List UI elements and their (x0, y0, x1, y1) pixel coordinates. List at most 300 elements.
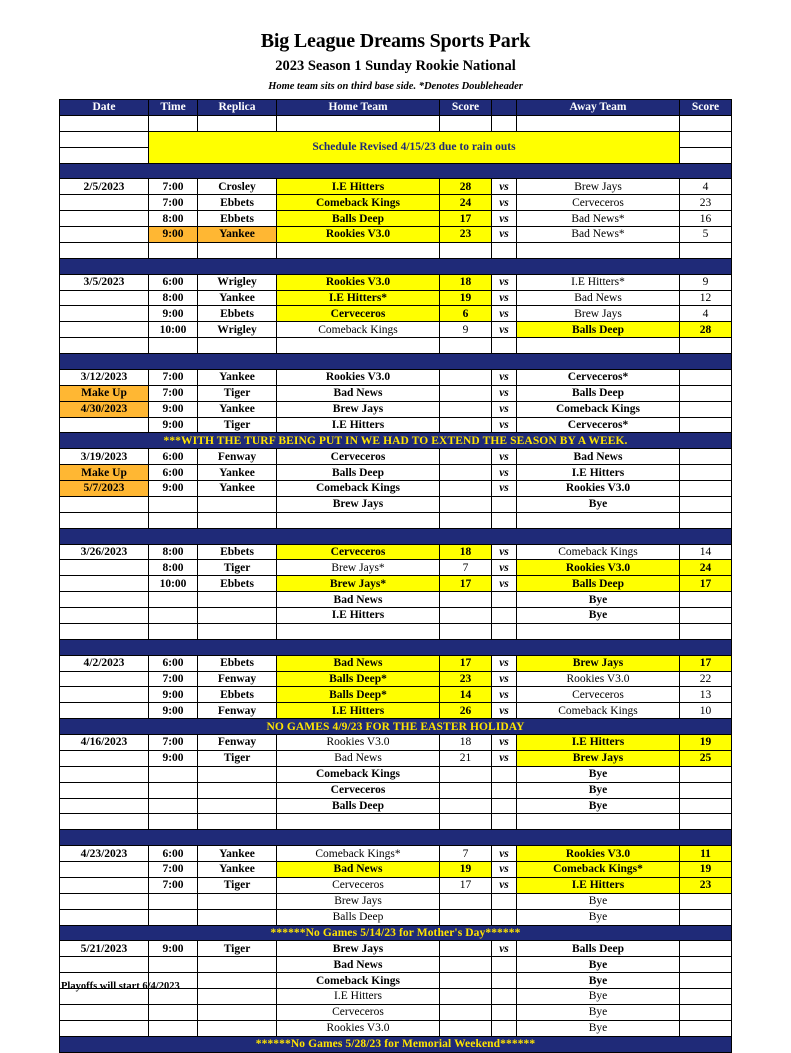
home-score: 28 (440, 179, 492, 195)
vs-label: vs (492, 750, 517, 766)
notice-banner: NO GAMES 4/9/23 FOR THE EASTER HOLIDAY (60, 719, 732, 735)
away-team: Brew Jays (517, 306, 680, 322)
away-score (680, 909, 732, 925)
game-date (60, 496, 149, 512)
game-time (149, 496, 198, 512)
notice-banner: ***WITH THE TURF BEING PUT IN WE HAD TO EXTEND THE SEASON BY A WEEK. (60, 433, 732, 449)
game-replica (198, 766, 277, 782)
home-score (440, 909, 492, 925)
home-score (440, 369, 492, 385)
home-score: 9 (440, 322, 492, 338)
table-row (60, 909, 732, 925)
home-team: Bad News (277, 957, 440, 973)
home-score: 24 (440, 195, 492, 211)
home-score (440, 989, 492, 1005)
blank-cell (277, 338, 440, 354)
away-score: 28 (680, 322, 732, 338)
home-team: Comeback Kings (277, 195, 440, 211)
away-score (680, 957, 732, 973)
blank-cell (492, 512, 517, 528)
table-header (60, 100, 732, 116)
home-score: 23 (440, 671, 492, 687)
home-score (440, 798, 492, 814)
blank-cell (198, 623, 277, 639)
away-team: Bye (517, 989, 680, 1005)
blank-cell (680, 338, 732, 354)
revised-notice-row (60, 131, 732, 147)
away-team: Cerveceros* (517, 369, 680, 385)
blank-cell (680, 115, 732, 131)
blank-cell (60, 512, 149, 528)
away-score (680, 608, 732, 624)
game-date: 3/19/2023 (60, 449, 149, 465)
blank-cell (198, 512, 277, 528)
home-team: Cerveceros (277, 544, 440, 560)
home-team: Brew Jays (277, 941, 440, 957)
away-score (680, 766, 732, 782)
home-team: I.E Hitters (277, 179, 440, 195)
header-note: Home team sits on third base side. *Denotes Doubleheader (268, 81, 523, 92)
game-replica: Ebbets (198, 211, 277, 227)
away-score (680, 449, 732, 465)
game-time: 7:00 (149, 369, 198, 385)
blank-cell (680, 623, 732, 639)
game-date (60, 417, 149, 433)
home-score: 26 (440, 703, 492, 719)
home-score: 17 (440, 211, 492, 227)
game-replica: Ebbets (198, 195, 277, 211)
game-time: 9:00 (149, 750, 198, 766)
blank-row (60, 242, 732, 258)
column-header-away-team: Away Team (517, 100, 680, 116)
table-row (60, 544, 732, 560)
notice-row (60, 925, 732, 941)
home-team: Cerveceros (277, 1004, 440, 1020)
game-time (149, 893, 198, 909)
revised-notice: Schedule Revised 4/15/23 due to rain outs (149, 131, 680, 163)
game-date: 3/26/2023 (60, 544, 149, 560)
game-time (149, 957, 198, 973)
away-team: Bye (517, 893, 680, 909)
home-score (440, 1004, 492, 1020)
away-team: Bye (517, 957, 680, 973)
vs-label (492, 1020, 517, 1036)
away-score (680, 941, 732, 957)
home-team: Rookies V3.0 (277, 1020, 440, 1036)
column-header-date: Date (60, 100, 149, 116)
game-time: 10:00 (149, 322, 198, 338)
week-divider (60, 830, 732, 846)
column-header-time: Time (149, 100, 198, 116)
away-team: Bad News (517, 290, 680, 306)
game-time: 9:00 (149, 417, 198, 433)
notice-row (60, 433, 732, 449)
home-team: Brew Jays (277, 893, 440, 909)
table-row (60, 449, 732, 465)
away-team: Rookies V3.0 (517, 846, 680, 862)
blank-cell (60, 147, 149, 163)
game-time: 7:00 (149, 385, 198, 401)
table-row (60, 496, 732, 512)
vs-label (492, 909, 517, 925)
vs-label (492, 989, 517, 1005)
home-team: Cerveceros (277, 782, 440, 798)
table-row (60, 592, 732, 608)
vs-label: vs (492, 322, 517, 338)
week-divider (60, 163, 732, 179)
divider-cell (60, 354, 732, 370)
game-date (60, 798, 149, 814)
away-score (680, 989, 732, 1005)
away-team: Comeback Kings* (517, 862, 680, 878)
blank-cell (517, 242, 680, 258)
table-row (60, 862, 732, 878)
game-time (149, 592, 198, 608)
blank-cell (60, 131, 149, 147)
game-date: Make Up (60, 385, 149, 401)
away-score (680, 592, 732, 608)
away-score: 11 (680, 846, 732, 862)
game-time (149, 798, 198, 814)
blank-cell (60, 338, 149, 354)
game-replica (198, 989, 277, 1005)
home-team: Comeback Kings (277, 973, 440, 989)
game-time: 8:00 (149, 560, 198, 576)
week-divider (60, 354, 732, 370)
vs-label: vs (492, 846, 517, 862)
game-date (60, 671, 149, 687)
away-team: Bad News* (517, 211, 680, 227)
game-replica (198, 798, 277, 814)
table-row (60, 227, 732, 243)
away-team: I.E Hitters (517, 465, 680, 481)
away-team: Comeback Kings (517, 703, 680, 719)
game-date (60, 322, 149, 338)
game-date: 4/2/2023 (60, 655, 149, 671)
home-score: 18 (440, 544, 492, 560)
blank-cell (440, 512, 492, 528)
away-score: 19 (680, 862, 732, 878)
vs-label: vs (492, 449, 517, 465)
game-time: 7:00 (149, 877, 198, 893)
game-replica: Yankee (198, 401, 277, 417)
home-score (440, 957, 492, 973)
vs-label (492, 893, 517, 909)
divider-cell (60, 258, 732, 274)
table-row (60, 560, 732, 576)
vs-label (492, 957, 517, 973)
home-team: Brew Jays* (277, 576, 440, 592)
game-time: 7:00 (149, 179, 198, 195)
game-replica: Ebbets (198, 655, 277, 671)
page-title: Big League Dreams Sports Park (260, 30, 531, 52)
game-date (60, 909, 149, 925)
table-row (60, 576, 732, 592)
game-replica: Tiger (198, 750, 277, 766)
blank-cell (60, 814, 149, 830)
table-row (60, 290, 732, 306)
game-replica (198, 782, 277, 798)
game-replica: Yankee (198, 846, 277, 862)
week-divider (60, 639, 732, 655)
blank-cell (277, 512, 440, 528)
vs-label: vs (492, 417, 517, 433)
table-row (60, 846, 732, 862)
notice-row (60, 719, 732, 735)
blank-cell (149, 242, 198, 258)
home-team: Bad News (277, 862, 440, 878)
game-replica: Ebbets (198, 687, 277, 703)
vs-label: vs (492, 735, 517, 751)
away-score (680, 1004, 732, 1020)
game-date (60, 227, 149, 243)
game-date: 4/16/2023 (60, 735, 149, 751)
away-score (680, 893, 732, 909)
blank-cell (440, 115, 492, 131)
blank-cell (517, 512, 680, 528)
game-time: 6:00 (149, 449, 198, 465)
away-score: 13 (680, 687, 732, 703)
vs-label (492, 1004, 517, 1020)
vs-label: vs (492, 481, 517, 497)
game-date: 3/12/2023 (60, 369, 149, 385)
game-replica: Ebbets (198, 306, 277, 322)
home-score (440, 766, 492, 782)
away-score (680, 401, 732, 417)
away-score: 9 (680, 274, 732, 290)
game-replica: Tiger (198, 385, 277, 401)
home-score (440, 417, 492, 433)
vs-label: vs (492, 369, 517, 385)
blank-cell (277, 242, 440, 258)
table-row (60, 306, 732, 322)
table-row (60, 735, 732, 751)
home-team: Brew Jays (277, 496, 440, 512)
game-time: 10:00 (149, 576, 198, 592)
home-team: Brew Jays (277, 401, 440, 417)
page-subtitle: 2023 Season 1 Sunday Rookie National (275, 58, 516, 74)
blank-cell (149, 623, 198, 639)
game-date (60, 195, 149, 211)
game-date (60, 877, 149, 893)
notice-row (60, 1036, 732, 1052)
home-score: 14 (440, 687, 492, 703)
column-header-replica: Replica (198, 100, 277, 116)
game-time: 8:00 (149, 211, 198, 227)
home-score (440, 893, 492, 909)
game-time: 7:00 (149, 735, 198, 751)
vs-label: vs (492, 211, 517, 227)
blank-cell (680, 512, 732, 528)
away-team: I.E Hitters (517, 735, 680, 751)
game-date (60, 1004, 149, 1020)
column-header-home-team: Home Team (277, 100, 440, 116)
home-team: Comeback Kings (277, 322, 440, 338)
away-score: 16 (680, 211, 732, 227)
home-team: Cerveceros (277, 306, 440, 322)
away-team: Brew Jays (517, 750, 680, 766)
game-date (60, 703, 149, 719)
home-team: Rookies V3.0 (277, 735, 440, 751)
game-date (60, 560, 149, 576)
home-score: 23 (440, 227, 492, 243)
home-team: Balls Deep* (277, 687, 440, 703)
away-score (680, 1020, 732, 1036)
home-score (440, 465, 492, 481)
home-score (440, 1020, 492, 1036)
blank-cell (680, 147, 732, 163)
away-team: Bye (517, 592, 680, 608)
game-replica: Wrigley (198, 322, 277, 338)
away-score: 4 (680, 179, 732, 195)
away-score (680, 369, 732, 385)
game-time: 9:00 (149, 703, 198, 719)
game-replica: Tiger (198, 417, 277, 433)
away-score (680, 481, 732, 497)
home-score (440, 481, 492, 497)
away-score (680, 496, 732, 512)
game-time (149, 766, 198, 782)
away-team: Cerveceros* (517, 417, 680, 433)
blank-cell (149, 814, 198, 830)
table-row (60, 179, 732, 195)
away-score (680, 417, 732, 433)
notice-banner: ******No Games 5/14/23 for Mother's Day****** (60, 925, 732, 941)
vs-label: vs (492, 306, 517, 322)
divider-cell (60, 639, 732, 655)
home-score: 19 (440, 862, 492, 878)
table-row (60, 608, 732, 624)
game-time: 7:00 (149, 671, 198, 687)
game-date (60, 750, 149, 766)
vs-label (492, 766, 517, 782)
home-team: Cerveceros (277, 877, 440, 893)
vs-label: vs (492, 655, 517, 671)
table-row (60, 655, 732, 671)
vs-label (492, 798, 517, 814)
blank-cell (277, 115, 440, 131)
home-team: Bad News (277, 592, 440, 608)
game-time: 9:00 (149, 481, 198, 497)
home-score: 17 (440, 576, 492, 592)
table-row (60, 957, 732, 973)
away-score (680, 973, 732, 989)
game-replica (198, 893, 277, 909)
vs-label (492, 973, 517, 989)
table-row (60, 703, 732, 719)
game-time (149, 1004, 198, 1020)
home-score (440, 449, 492, 465)
away-score: 23 (680, 877, 732, 893)
away-score (680, 465, 732, 481)
game-date: 2/5/2023 (60, 179, 149, 195)
blank-cell (440, 623, 492, 639)
table-row (60, 369, 732, 385)
table-row (60, 274, 732, 290)
away-team: Cerveceros (517, 195, 680, 211)
vs-label: vs (492, 274, 517, 290)
vs-label: vs (492, 560, 517, 576)
home-score: 18 (440, 274, 492, 290)
game-replica (198, 973, 277, 989)
home-team: Balls Deep (277, 465, 440, 481)
blank-cell (492, 242, 517, 258)
table-row (60, 417, 732, 433)
game-replica: Crosley (198, 179, 277, 195)
game-replica: Tiger (198, 877, 277, 893)
game-date (60, 782, 149, 798)
vs-label: vs (492, 941, 517, 957)
home-score (440, 941, 492, 957)
game-replica: Tiger (198, 560, 277, 576)
blank-row (60, 814, 732, 830)
away-score: 25 (680, 750, 732, 766)
game-date (60, 687, 149, 703)
away-score: 5 (680, 227, 732, 243)
home-score (440, 608, 492, 624)
blank-cell (198, 814, 277, 830)
blank-cell (680, 814, 732, 830)
game-date (60, 290, 149, 306)
divider-cell (60, 163, 732, 179)
away-team: Comeback Kings (517, 544, 680, 560)
blank-row (60, 512, 732, 528)
blank-cell (149, 115, 198, 131)
home-score (440, 385, 492, 401)
home-score (440, 401, 492, 417)
home-team: I.E Hitters (277, 703, 440, 719)
away-team: Bye (517, 608, 680, 624)
game-date: 4/30/2023 (60, 401, 149, 417)
away-team: Bye (517, 1020, 680, 1036)
away-team: Balls Deep (517, 576, 680, 592)
vs-label: vs (492, 465, 517, 481)
game-time (149, 608, 198, 624)
home-score (440, 496, 492, 512)
game-replica: Fenway (198, 703, 277, 719)
table-row (60, 322, 732, 338)
blank-row (60, 623, 732, 639)
column-header-home-score: Score (440, 100, 492, 116)
game-time: 6:00 (149, 465, 198, 481)
blank-cell (517, 623, 680, 639)
away-score: 14 (680, 544, 732, 560)
away-team: Rookies V3.0 (517, 481, 680, 497)
home-team: Bad News (277, 655, 440, 671)
blank-cell (198, 338, 277, 354)
table-row (60, 766, 732, 782)
divider-cell (60, 528, 732, 544)
table-row (60, 798, 732, 814)
table-row (60, 481, 732, 497)
table-row (60, 195, 732, 211)
vs-label: vs (492, 687, 517, 703)
away-team: Bad News* (517, 227, 680, 243)
schedule-table (59, 99, 732, 1053)
home-team: Bad News (277, 750, 440, 766)
away-team: Balls Deep (517, 941, 680, 957)
game-time: 9:00 (149, 227, 198, 243)
table-row (60, 1004, 732, 1020)
game-replica: Fenway (198, 449, 277, 465)
home-score: 18 (440, 735, 492, 751)
home-team: Balls Deep (277, 909, 440, 925)
game-date (60, 1020, 149, 1036)
blank-cell (60, 115, 149, 131)
game-time: 9:00 (149, 941, 198, 957)
home-team: Comeback Kings (277, 481, 440, 497)
week-divider (60, 258, 732, 274)
